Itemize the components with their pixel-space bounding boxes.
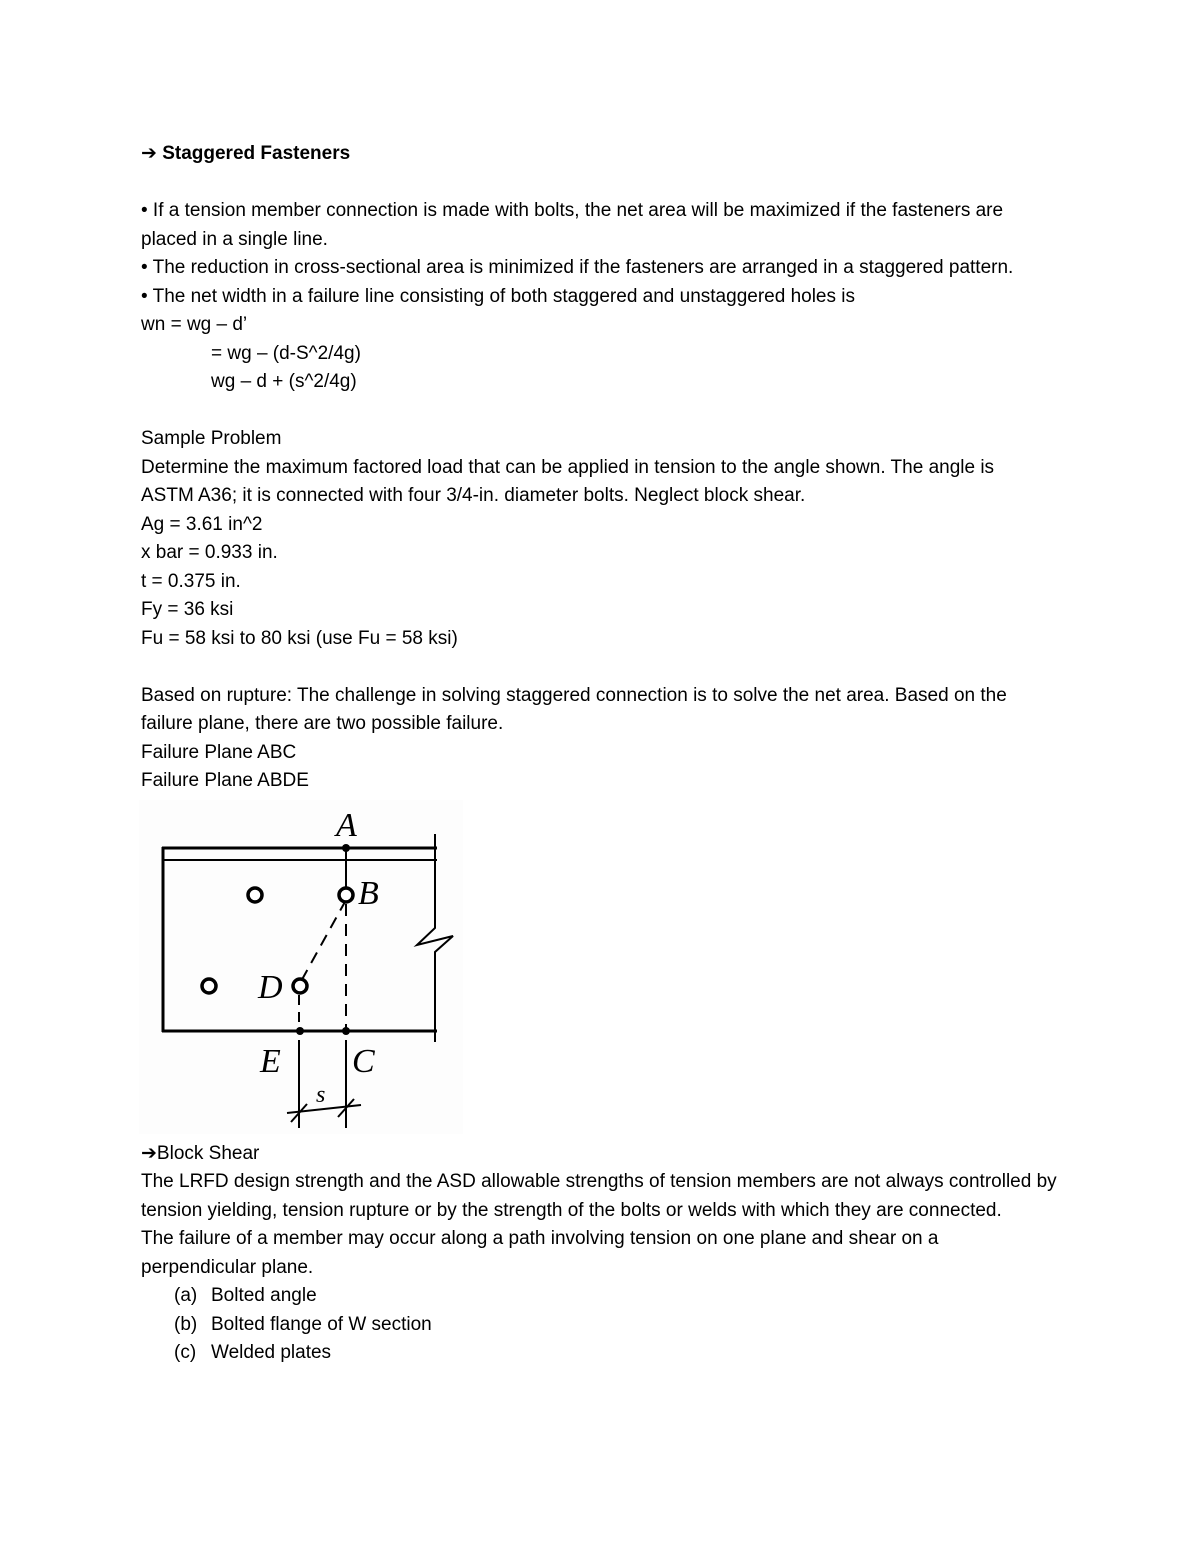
list-item-label: (a) [174,1285,198,1306]
spacer [141,397,1071,426]
list-item-label: (b) [174,1313,198,1335]
bolt-hole-d [293,979,307,993]
failure-plane-abde: Failure Plane ABDE [141,770,309,791]
block-shear-paragraph-2: The failure of a member may occur along a path involving tension on one plane and shear on a perpendicular plane. [141,1228,939,1278]
document-page [141,140,1071,1368]
block-shear-paragraph-1: The LRFD design strength and the ASD allowable strengths of tension members are not always controlled by tension yielding, tension rupture or by the strength of the bolts or welds with which they are connected. [141,1171,1057,1221]
list-item-text: Bolted flange of W section [211,1313,432,1335]
problem-statement: Determine the maximum factored load that can be applied in tension to the angle shown. The angle is ASTM A36; it is connected with four 3/4-in. diameter bolts. Neglect block shear. [141,456,995,506]
formula-line-2: = wg – (d-S^2/4g) [211,342,361,364]
label-e: E [260,1042,281,1080]
list-item-text: Bolted angle [211,1285,317,1306]
point-e-dot [296,1027,304,1035]
list-item [141,1339,1071,1368]
formula-line-3: wg – d + (s^2/4g) [211,371,357,392]
point-c-dot [342,1027,350,1035]
label-b: B [358,874,379,912]
label-a: A [336,806,357,844]
list-item-text: Welded plates [211,1342,332,1363]
spacer [141,653,1071,682]
section-heading-block-shear: ➔Block Shear [141,1142,260,1164]
rupture-paragraph: Based on rupture: The challenge in solving staggered connection is to solve the net area. Based on the failure plane, there are two possible failure. [141,684,1007,734]
sample-problem-title: Sample Problem [141,428,282,449]
point-a-dot [342,844,350,852]
bullet-3: • The net width in a failure line consisting of both staggered and unstaggered holes is [141,285,855,307]
list-item-label: (c) [174,1342,197,1363]
given-fy: Fy = 36 ksi [141,599,234,620]
list-item [141,1282,1071,1311]
given-t: t = 0.375 in. [141,570,241,592]
label-d: D [258,968,283,1006]
bolt-hole-b [339,888,353,902]
label-c: C [352,1042,375,1080]
diagram-svg [139,800,463,1134]
given-ag: Ag = 3.61 in^2 [141,513,263,535]
failure-plane-abc: Failure Plane ABC [141,741,297,763]
formula-line-1: wn = wg – d’ [141,314,248,335]
staggered-bolt-diagram [139,800,463,1134]
bullet-1: • If a tension member connection is made with bolts, the net area will be maximized if the fasteners are placed in a single line. [141,200,1004,250]
figure-background [139,800,463,1134]
section-heading-staggered-fasteners: ➔ Staggered Fasteners [141,143,351,164]
bullet-2: • The reduction in cross-sectional area is minimized if the fasteners are arranged in a staggered pattern. [141,257,1014,278]
bolt-hole [248,888,262,902]
spacer [141,169,1071,198]
given-fu: Fu = 58 ksi to 80 ksi (use Fu = 58 ksi) [141,627,458,649]
given-xbar: x bar = 0.933 in. [141,542,278,563]
bolt-hole [202,979,216,993]
label-s: s [316,1081,326,1108]
list-item [141,1311,1071,1340]
